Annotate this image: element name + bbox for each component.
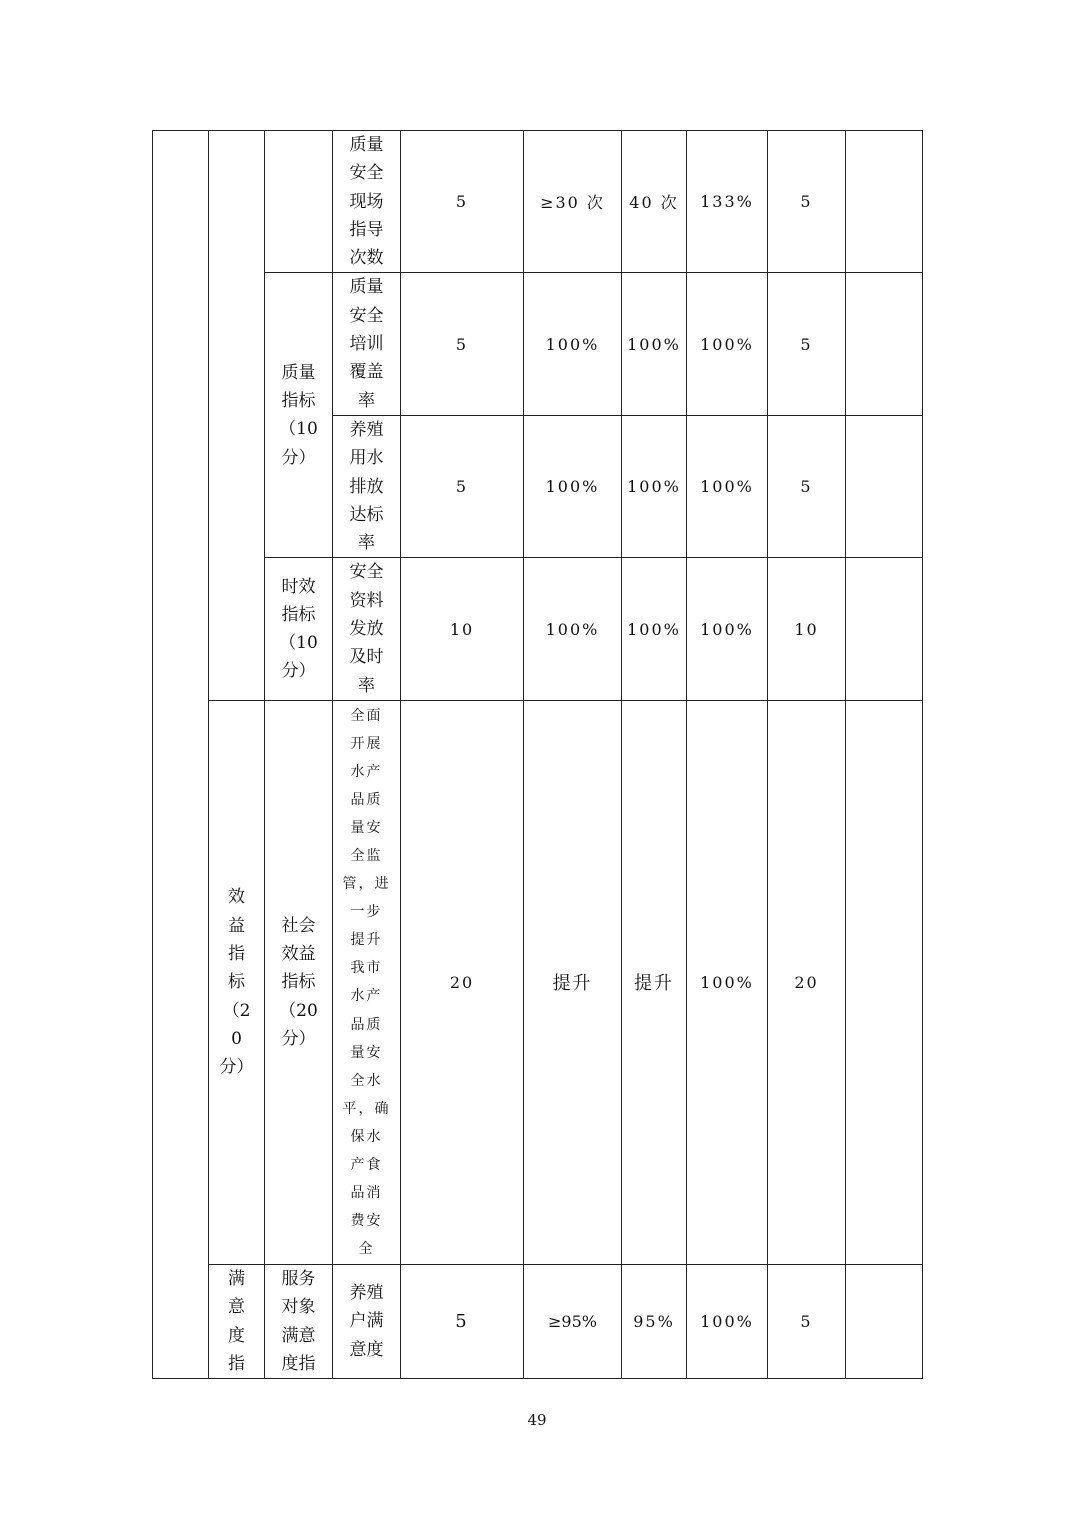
note-cell bbox=[846, 273, 923, 415]
target-cell: ≥30 次 bbox=[524, 131, 622, 273]
score-cell: 5 bbox=[768, 415, 846, 557]
rate-cell: 100% bbox=[687, 700, 768, 1264]
page-number: 49 bbox=[527, 1411, 547, 1429]
indicator-cell: 养殖 户满 意度 bbox=[333, 1264, 401, 1378]
actual-cell: 95% bbox=[622, 1264, 687, 1378]
level2-cell bbox=[265, 131, 333, 273]
rate-cell: 100% bbox=[687, 415, 768, 557]
rate-cell: 100% bbox=[687, 273, 768, 415]
indicator-cell: 质量 安全 培训 覆盖 率 bbox=[333, 273, 401, 415]
indicator-cell: 全面 开展 水产 品质 量安 全监 管，进 一步 提升 我市 水产 品质 量安 全水 平，确 保水 产食 品消 费安 全 bbox=[333, 700, 401, 1264]
level1-cell bbox=[209, 131, 265, 701]
score-cell: 5 bbox=[768, 131, 846, 273]
level2-cell: 社会 效益 指标 （20 分） bbox=[265, 700, 333, 1264]
target-cell: 100% bbox=[524, 558, 622, 700]
level1-cell: 效 益 指 标 （2 0 分） bbox=[209, 700, 265, 1264]
table-row bbox=[153, 273, 923, 415]
target-cell: 100% bbox=[524, 415, 622, 557]
table-row bbox=[153, 131, 923, 273]
target-cell: ≥95% bbox=[524, 1264, 622, 1378]
weight-cell: 20 bbox=[401, 700, 524, 1264]
weight-cell: 5 bbox=[401, 273, 524, 415]
level2-cell: 质量 指标 （10 分） bbox=[265, 273, 333, 558]
rate-cell: 133% bbox=[687, 131, 768, 273]
table-row bbox=[153, 700, 923, 1264]
actual-cell: 提升 bbox=[622, 700, 687, 1264]
indicator-cell: 质量 安全 现场 指导 次数 bbox=[333, 131, 401, 273]
indicator-cell: 养殖 用水 排放 达标 率 bbox=[333, 415, 401, 557]
weight-cell: 10 bbox=[401, 558, 524, 700]
category-cell-blank bbox=[153, 131, 209, 1379]
note-cell bbox=[846, 1264, 923, 1378]
note-cell bbox=[846, 131, 923, 273]
actual-cell: 100% bbox=[622, 273, 687, 415]
weight-cell: 5 bbox=[401, 415, 524, 557]
table-row bbox=[153, 558, 923, 700]
level1-cell: 满 意 度 指 bbox=[209, 1264, 265, 1378]
target-cell: 100% bbox=[524, 273, 622, 415]
weight-cell: 5 bbox=[401, 131, 524, 273]
score-cell: 5 bbox=[768, 1264, 846, 1378]
actual-cell: 40 次 bbox=[622, 131, 687, 273]
indicator-cell: 安全 资料 发放 及时 率 bbox=[333, 558, 401, 700]
score-cell: 5 bbox=[768, 273, 846, 415]
level2-cell: 时效 指标 （10 分） bbox=[265, 558, 333, 700]
performance-indicator-table bbox=[152, 130, 923, 1379]
actual-cell: 100% bbox=[622, 415, 687, 557]
weight-cell: 5 bbox=[401, 1264, 524, 1378]
score-cell: 10 bbox=[768, 558, 846, 700]
note-cell bbox=[846, 415, 923, 557]
score-cell: 20 bbox=[768, 700, 846, 1264]
target-cell: 提升 bbox=[524, 700, 622, 1264]
note-cell bbox=[846, 700, 923, 1264]
rate-cell: 100% bbox=[687, 558, 768, 700]
rate-cell: 100% bbox=[687, 1264, 768, 1378]
actual-cell: 100% bbox=[622, 558, 687, 700]
table-row bbox=[153, 1264, 923, 1378]
note-cell bbox=[846, 558, 923, 700]
level2-cell: 服务 对象 满意 度指 bbox=[265, 1264, 333, 1378]
